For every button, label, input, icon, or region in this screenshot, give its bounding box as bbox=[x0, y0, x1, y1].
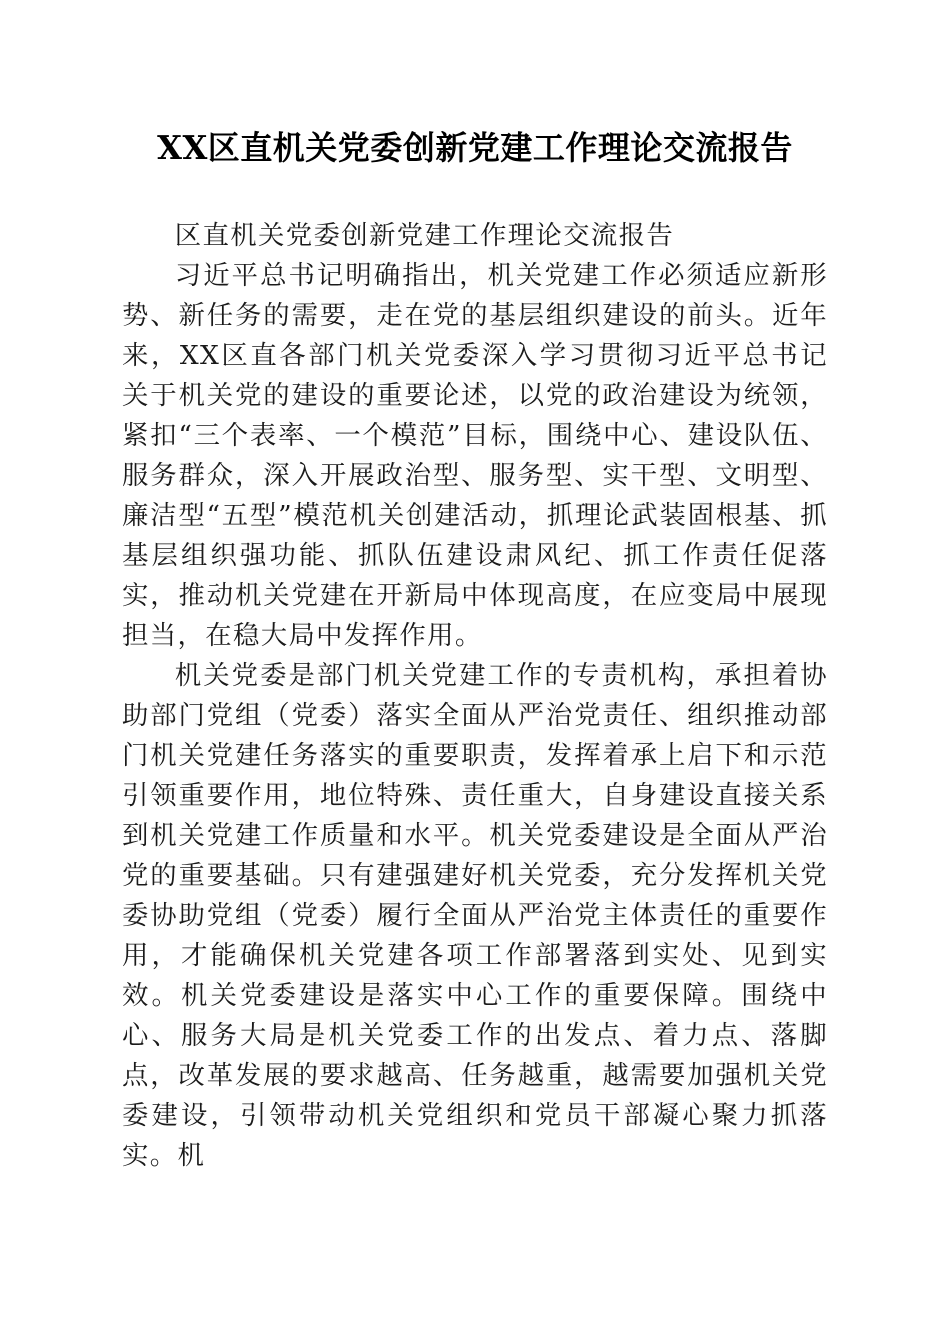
subtitle-paragraph: 区直机关党委创新党建工作理论交流报告 bbox=[174, 220, 675, 251]
page-title: XX区直机关党委创新党建工作理论交流报告 bbox=[157, 128, 793, 167]
body-paragraph-1: 习近平总书记明确指出，机关党建工作必须适应新形势、新任务的需要，走在党的基层组织建设的前头。近年来，XX区直各部门机关党委深入学习贯彻习近平总书记关于机关党的建设的重要论述，以党的政治建设为统领，紧扣“三个表率、一个模范”目标，围绕中心、建设队伍、服务群众，深入开展政治型、服务型、实干型、文明型、廉洁型“五型”模范机关创建活动，抓理论武装固根基、抓基层组织强功能、抓队伍建设肃风纪、抓工作责任促落实，推动机关党建在开新局中体现高度，在应变局中展现担当，在稳大局中发挥作用。 bbox=[122, 260, 828, 651]
title-spacer bbox=[122, 170, 828, 216]
body-paragraph-2: 机关党委是部门机关党建工作的专责机构，承担着协助部门党组（党委）落实全面从严治党责任、组织推动部门机关党建任务落实的重要职责，发挥着承上启下和示范引领重要作用，地位特殊、责任重大，自身建设直接关系到机关党建工作质量和水平。机关党委建设是全面从严治党的重要基础。只有建强建好机关党委，充分发挥机关党委协助党组（党委）履行全面从严治党主体责任的重要作用，才能确保机关党建各项工作部署落到实处、见到实效。机关党委建设是落实中心工作的重要保障。围绕中心、服务大局是机关党委工作的出发点、着力点、落脚点，改革发展的要求越高、任务越重，越需要加强机关党委建设，引领带动机关党组织和党员干部凝心聚力抓落实。机 bbox=[122, 660, 828, 1171]
document-content bbox=[122, 126, 828, 1176]
document-body bbox=[122, 216, 828, 1176]
